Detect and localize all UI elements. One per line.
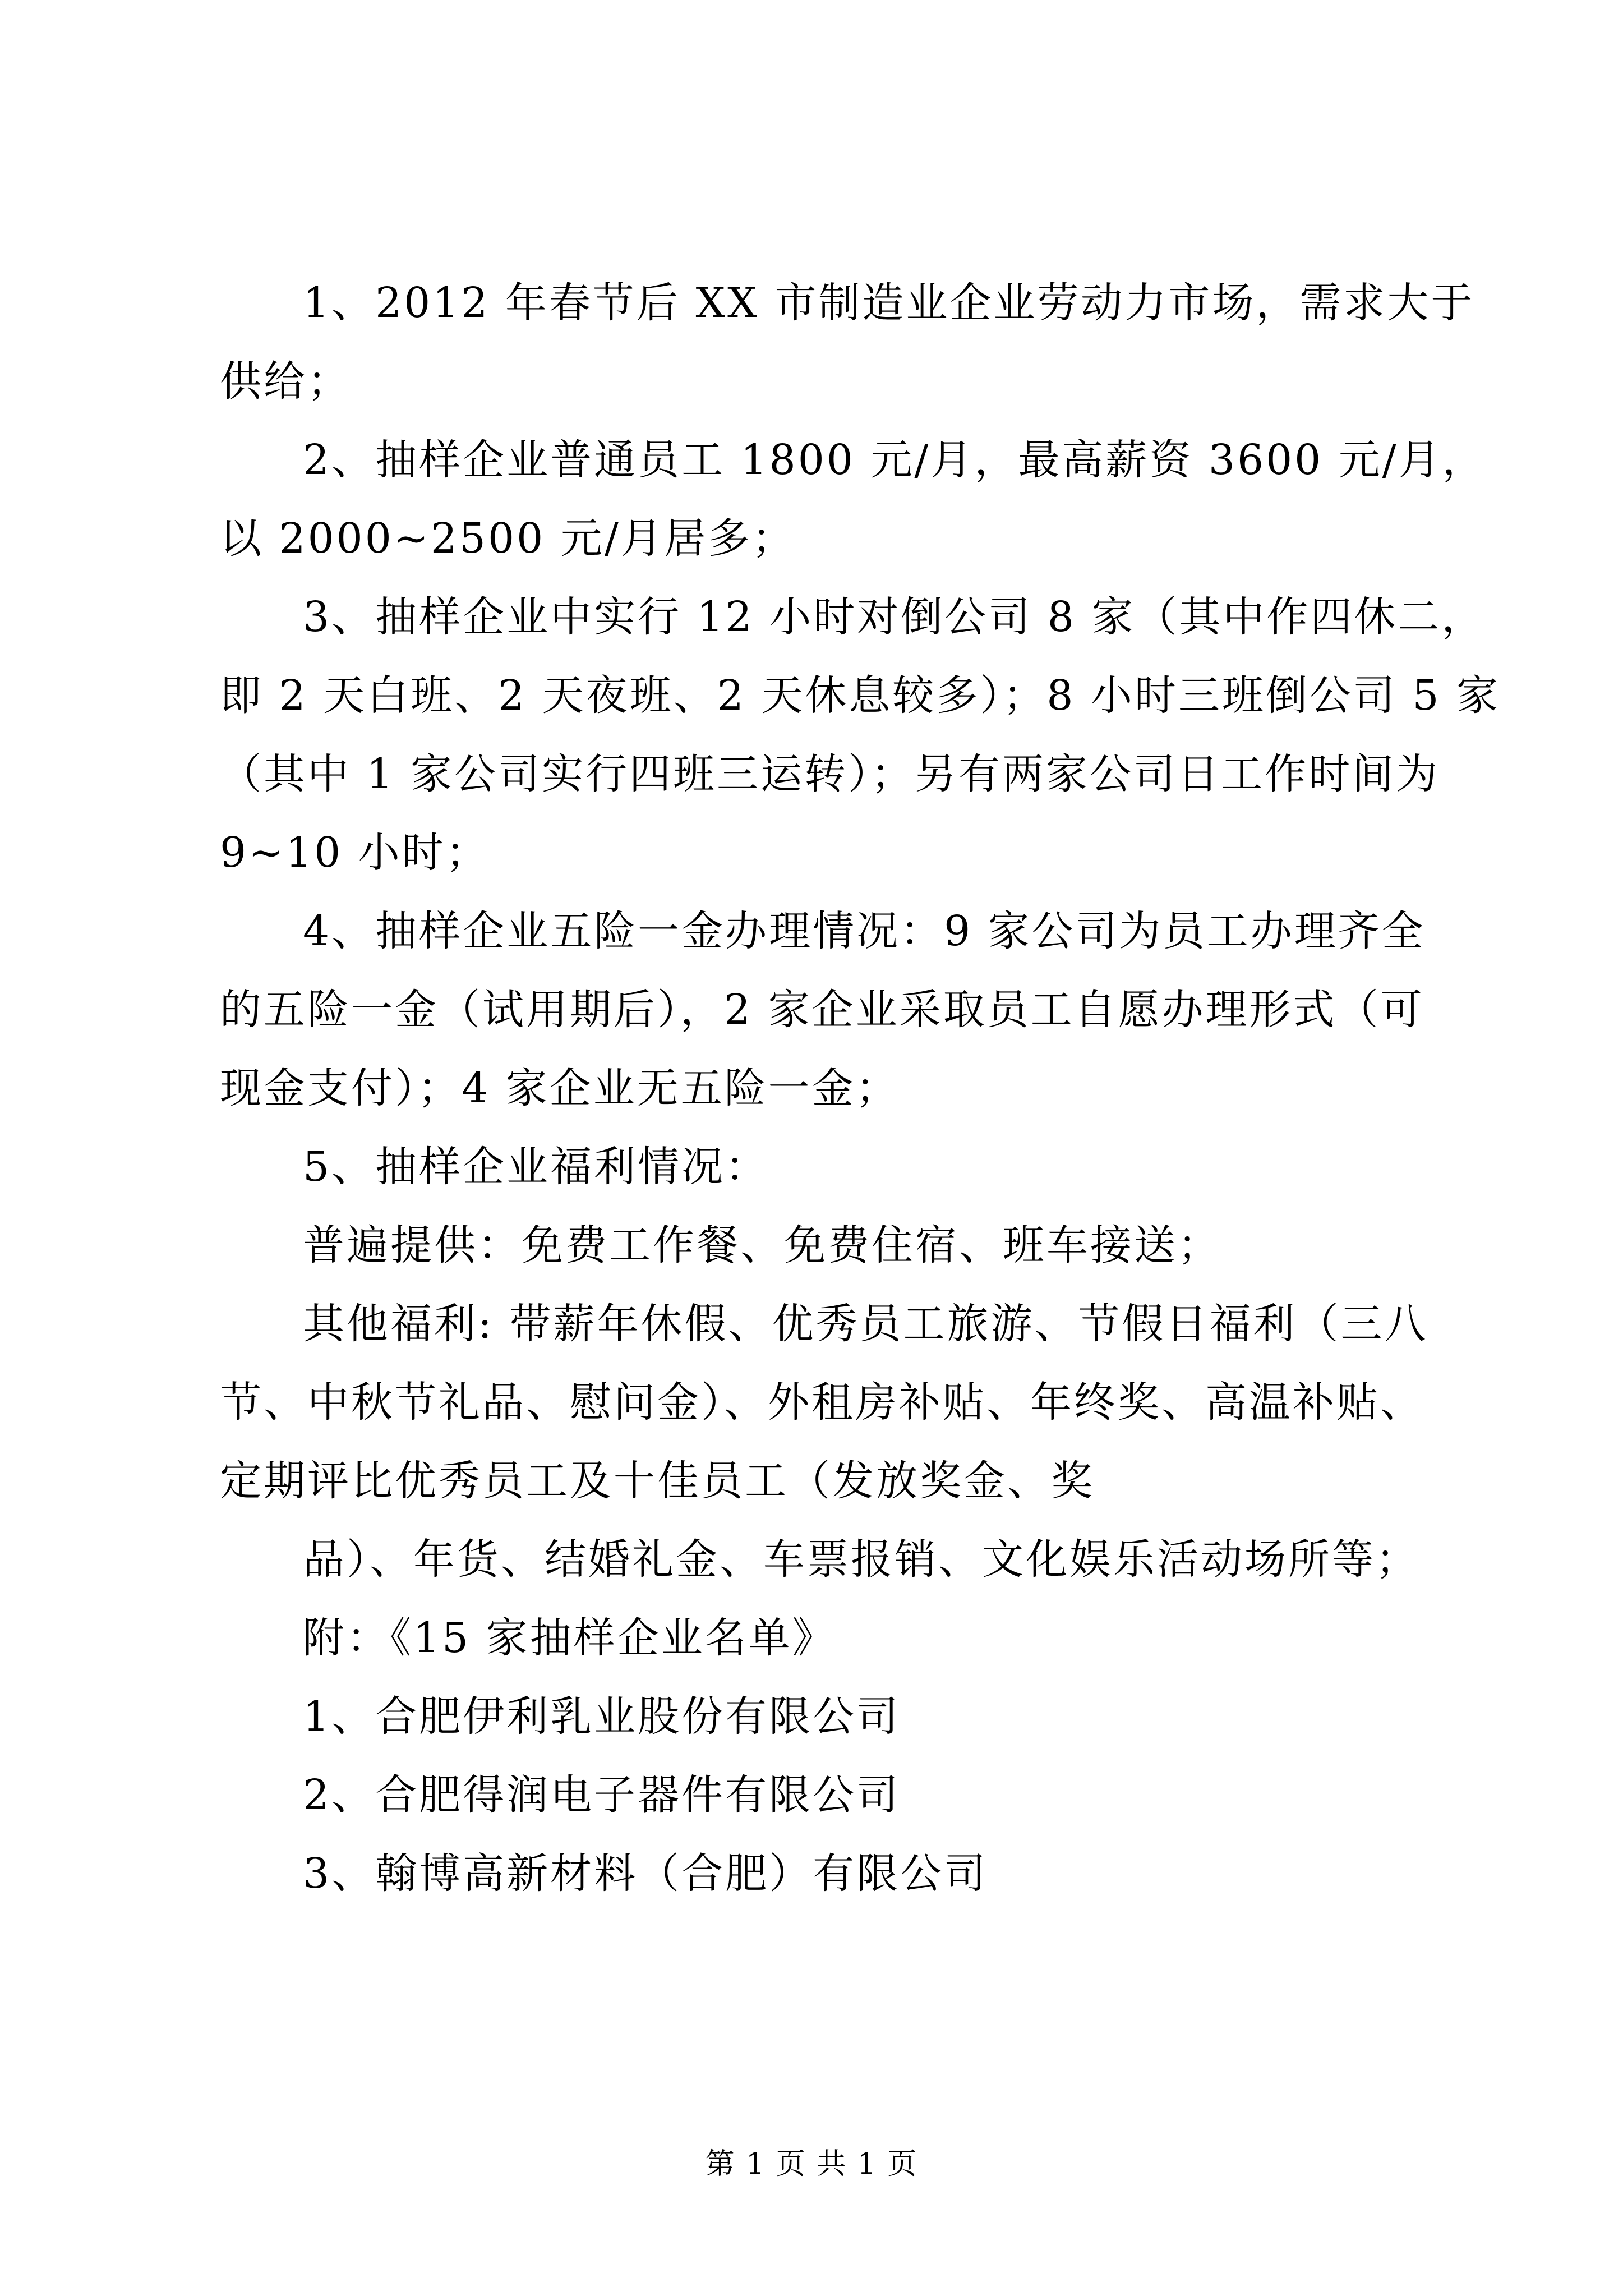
text-line: 4、抽样企业五险一金办理情况：9 家公司为员工办理齐全 xyxy=(303,907,1426,955)
text-line: 节、中秋节礼品、慰问金）、外租房补贴、年终奖、高温补贴、 xyxy=(220,1378,1424,1427)
page-footer: 第 1 页 共 1 页 xyxy=(705,2147,918,2181)
paragraph-insurance xyxy=(220,892,1431,1128)
list-item-company-2 xyxy=(220,1756,1431,1834)
text-line: 2、抽样企业普通员工 1800 元/月，最高薪资 3600 元/月， xyxy=(303,436,1486,484)
paragraph-salary xyxy=(220,421,1486,578)
text-line: 现金支付）；4 家企业无五险一金； xyxy=(220,1064,900,1112)
paragraph-other-welfare-cont xyxy=(220,1520,1431,1599)
text-line: （其中 1 家公司实行四班三运转）；另有两家公司日工作时间为 xyxy=(220,750,1440,798)
document-body xyxy=(220,264,1501,1913)
paragraph-appendix-title xyxy=(220,1599,1431,1677)
text-line: 3、抽样企业中实行 12 小时对倒公司 8 家（其中作四休二， xyxy=(303,593,1486,641)
list-item-company-3 xyxy=(220,1834,1431,1913)
text-line: 1、2012 年春节后 XX 市制造业企业劳动力市场，需求大于 xyxy=(303,279,1475,327)
paragraph-welfare-heading xyxy=(220,1128,1431,1206)
text-line: 2、合肥得润电子器件有限公司 xyxy=(303,1771,901,1819)
text-line: 品）、年货、结婚礼金、车票报销、文化娱乐活动场所等； xyxy=(303,1535,1419,1584)
paragraph-other-welfare xyxy=(220,1285,1431,1520)
text-line: 3、翰博高新材料（合肥）有限公司 xyxy=(303,1849,988,1898)
text-line: 的五险一金（试用期后），2 家企业采取员工自愿办理形式（可 xyxy=(220,986,1424,1034)
paragraph-demand xyxy=(220,264,1475,421)
text-line: 定期评比优秀员工及十佳员工（发放奖金、奖 xyxy=(220,1457,1095,1505)
text-line: 其他福利: 带薪年休假、优秀员工旅游、节假日福利（三八 xyxy=(303,1300,1428,1348)
text-line: 1、合肥伊利乳业股份有限公司 xyxy=(303,1692,901,1741)
text-line: 供给； xyxy=(220,357,351,406)
list-item-company-1 xyxy=(220,1677,1431,1756)
text-line: 附：《15 家抽样企业名单》 xyxy=(303,1614,836,1662)
paragraph-common-welfare xyxy=(220,1206,1431,1285)
paragraph-shifts xyxy=(220,578,1501,892)
text-line: 普遍提供：免费工作餐、免费住宿、班车接送； xyxy=(303,1221,1221,1269)
text-line: 即 2 天白班、2 天夜班、2 天休息较多）；8 小时三班倒公司 5 家 xyxy=(220,671,1501,720)
text-line: 以 2000~2500 元/月居多； xyxy=(220,514,796,563)
text-line: 5、抽样企业福利情况： xyxy=(303,1143,769,1191)
text-line: 9~10 小时； xyxy=(220,829,490,877)
